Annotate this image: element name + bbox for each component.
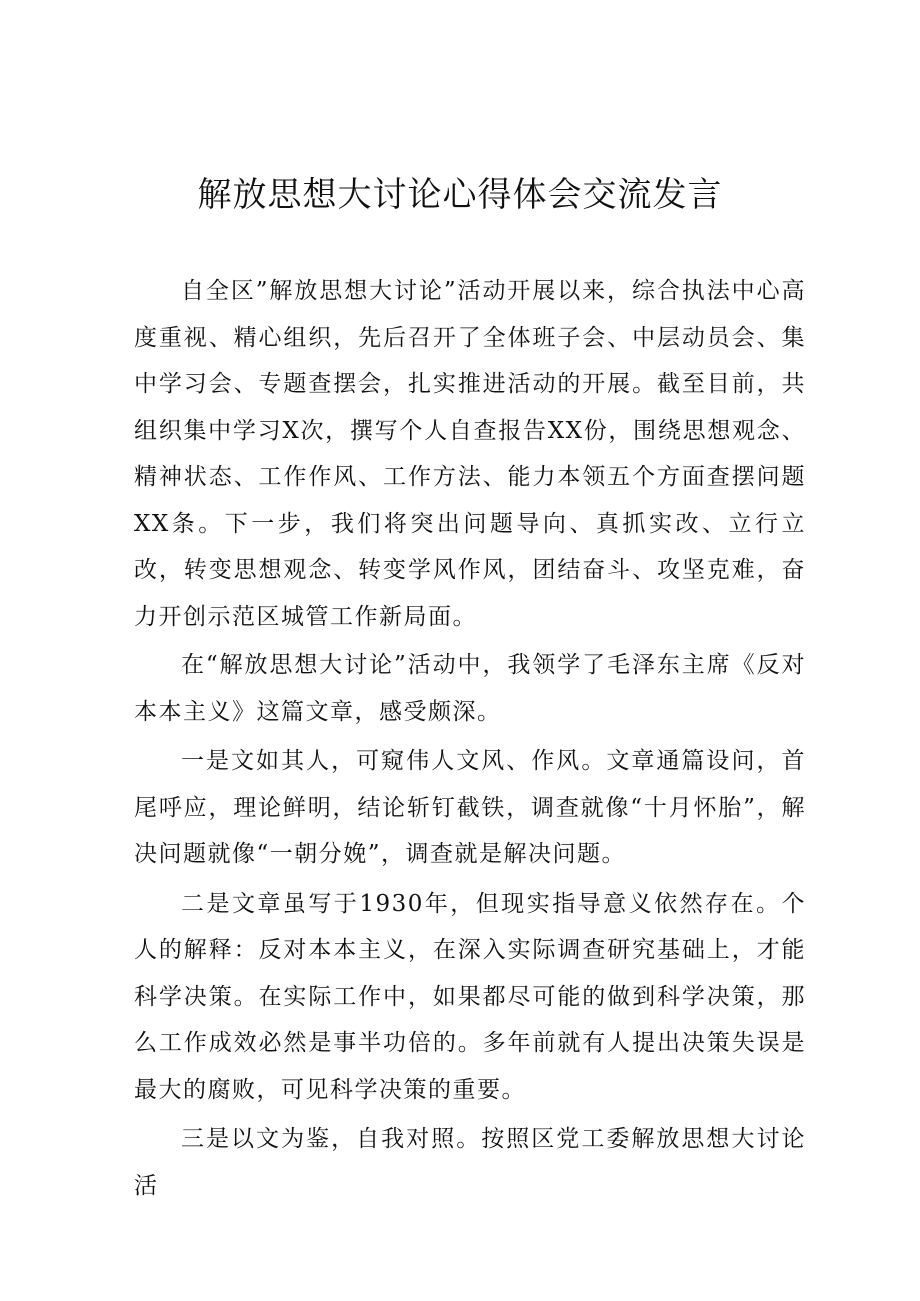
paragraph-3: 一是文如其人，可窥伟人文风、作风。文章通篇设问，首尾呼应，理论鲜明，结论斩钉截铁，调查就像“十月怀胎”，解决问题就像“一朝分娩”，调查就是解决问题。 xyxy=(134,748,806,867)
document-body xyxy=(134,268,806,1219)
paragraph-5: 三是以文为鉴，自我对照。按照区党工委解放思想大讨论活 xyxy=(134,1126,806,1199)
paragraph-4: 二是文章虽写于1930年，但现实指导意义依然存在。个人的解释：反对本本主义，在深入实际调查研究基础上，才能科学决策。在实际工作中，如果都尽可能的做到科学决策，那么工作成效必然是事半功倍的。多年前就有人提出决策失误是最大的腐败，可见科学决策的重要。 xyxy=(134,890,806,1103)
paragraph-2: 在“解放思想大讨论”活动中，我领学了毛泽东主席《反对 本本主义》这篇文章，感受颇深。 xyxy=(134,652,806,725)
paragraph-1: 自全区”解放思想大讨论”活动开展以来，综合执法中心高度重视、精心组织，先后召开了全体班子会、中层动员会、集中学习会、专题查摆会，扎实推进活动的开展。截至目前，共组织集中学习X次，撰写个人自查报告XX份，围绕思想观念、精神状态、工作作风、工作方法、能力本领五个方面查摆问题XX条。下一步，我们将突出问题导向、真抓实改、立行立改，转变思想观念、转变学风作风，团结奋斗、攻坚克难，奋力开创示范区城管工作新局面。 xyxy=(134,278,806,630)
document-title: 解放思想大讨论心得体会交流发言 xyxy=(197,175,723,215)
